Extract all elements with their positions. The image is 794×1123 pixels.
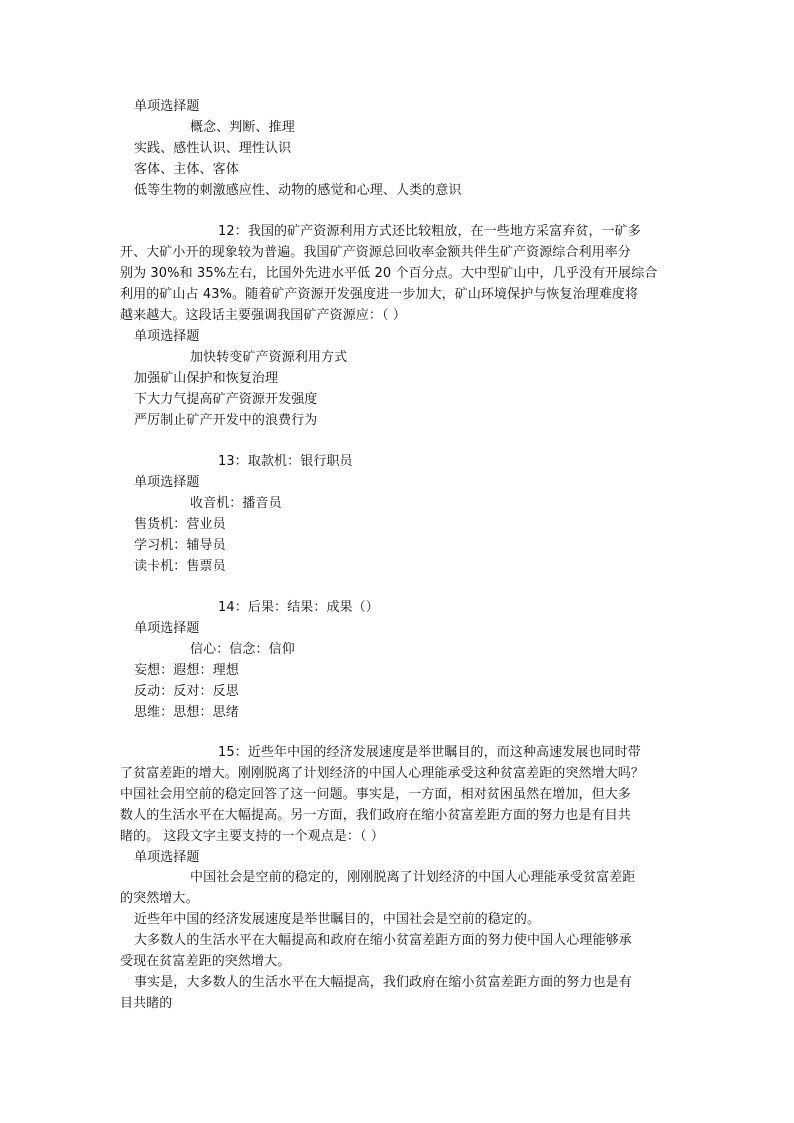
question-stem-line: 数人的生活水平在大幅提高。另一方面，我们政府在缩小贫富差距方面的努力也是有目共 [120, 808, 631, 823]
option-d: 事实是，大多数人的生活水平在大幅提高，我们政府在缩小贫富差距方面的努力也是有 目共睹的 [120, 975, 632, 1011]
question-type-label: 单项选择题 [134, 850, 200, 865]
question-stem-line: 越来越大。这段话主要强调我国矿产资源应：（ ） [120, 308, 406, 323]
question-stem-line: 13：取款机：银行职员 [218, 454, 353, 469]
question-stem-line: 开、大矿小开的现象较为普遍。我国矿产资源总回收率金额共伴生矿产资源综合利用率分 [120, 245, 631, 260]
question-type-label: 单项选择题 [134, 329, 200, 344]
question-type-label: 单项选择题 [134, 475, 200, 490]
option-b: 实践、感性认识、理性认识 [134, 141, 292, 156]
question-type-label: 单项选择题 [134, 621, 200, 636]
option-c: 客体、主体、客体 [134, 162, 239, 177]
option-c: 大多数人的生活水平在大幅提高和政府在缩小贫富差距方面的努力使中国人心理能够承 受现在贫富差距的突然增大。 [120, 933, 632, 969]
question-stem-line: 利用的矿山占 43%。随着矿产资源开发强度进一步加大，矿山环境保护与恢复治理难度将 [120, 287, 639, 302]
question-stem-line: 别为 30%和 35%左右，比国外先进水平低 20 个百分点。大中型矿山中，几乎没有开展综合 [120, 266, 658, 281]
option-d: 低等生物的刺激感应性、动物的感觉和心理、人类的意识 [134, 183, 462, 198]
question-stem-line: 了贫富差距的增大。刚刚脱离了计划经济的中国人心理能承受这种贫富差距的突然增大吗？ [120, 766, 645, 781]
option-a: 加快转变矿产资源利用方式 [190, 350, 348, 365]
question-stem-line: 12：我国的矿产资源利用方式还比较粗放，在一些地方采富弃贫，一矿多 [218, 224, 641, 239]
question-stem-line: 14：后果：结果：成果（） [218, 600, 379, 615]
option-d: 读卡机：售票员 [134, 559, 226, 574]
option-c: 反动：反对：反思 [134, 684, 239, 699]
option-b: 妄想：遐想：理想 [134, 663, 239, 678]
option-b: 加强矿山保护和恢复治理 [134, 371, 279, 386]
option-a: 信心：信念：信仰 [190, 642, 295, 657]
option-d: 思维：思想：思绪 [134, 705, 239, 720]
option-a: 概念、判断、推理 [190, 120, 295, 135]
question-type-label: 单项选择题 [134, 99, 200, 114]
question-stem-line: 中国社会用空前的稳定回答了这一问题。事实是，一方面，相对贫困虽然在增加，但大多 [120, 787, 631, 802]
option-d: 严厉制止矿产开发中的浪费行为 [134, 413, 318, 428]
option-c: 学习机：辅导员 [134, 538, 226, 553]
question-stem-line: 15：近些年中国的经济发展速度是举世瞩目的，而这种高速发展也同时带 [218, 745, 641, 760]
option-c: 下大力气提高矿产资源开发强度 [134, 392, 318, 407]
option-a: 收音机：播音员 [190, 496, 282, 511]
option-b: 近些年中国的经济发展速度是举世瞩目的，中国社会是空前的稳定的。 [134, 912, 541, 927]
option-a: 中国社会是空前的稳定的，刚刚脱离了计划经济的中国人心理能承受贫富差距 的突然增大。 [120, 870, 636, 906]
option-b: 售货机：营业员 [134, 517, 226, 532]
question-stem-line: 睹的。 这段文字主要支持的一个观点是：（ ） [120, 829, 384, 844]
